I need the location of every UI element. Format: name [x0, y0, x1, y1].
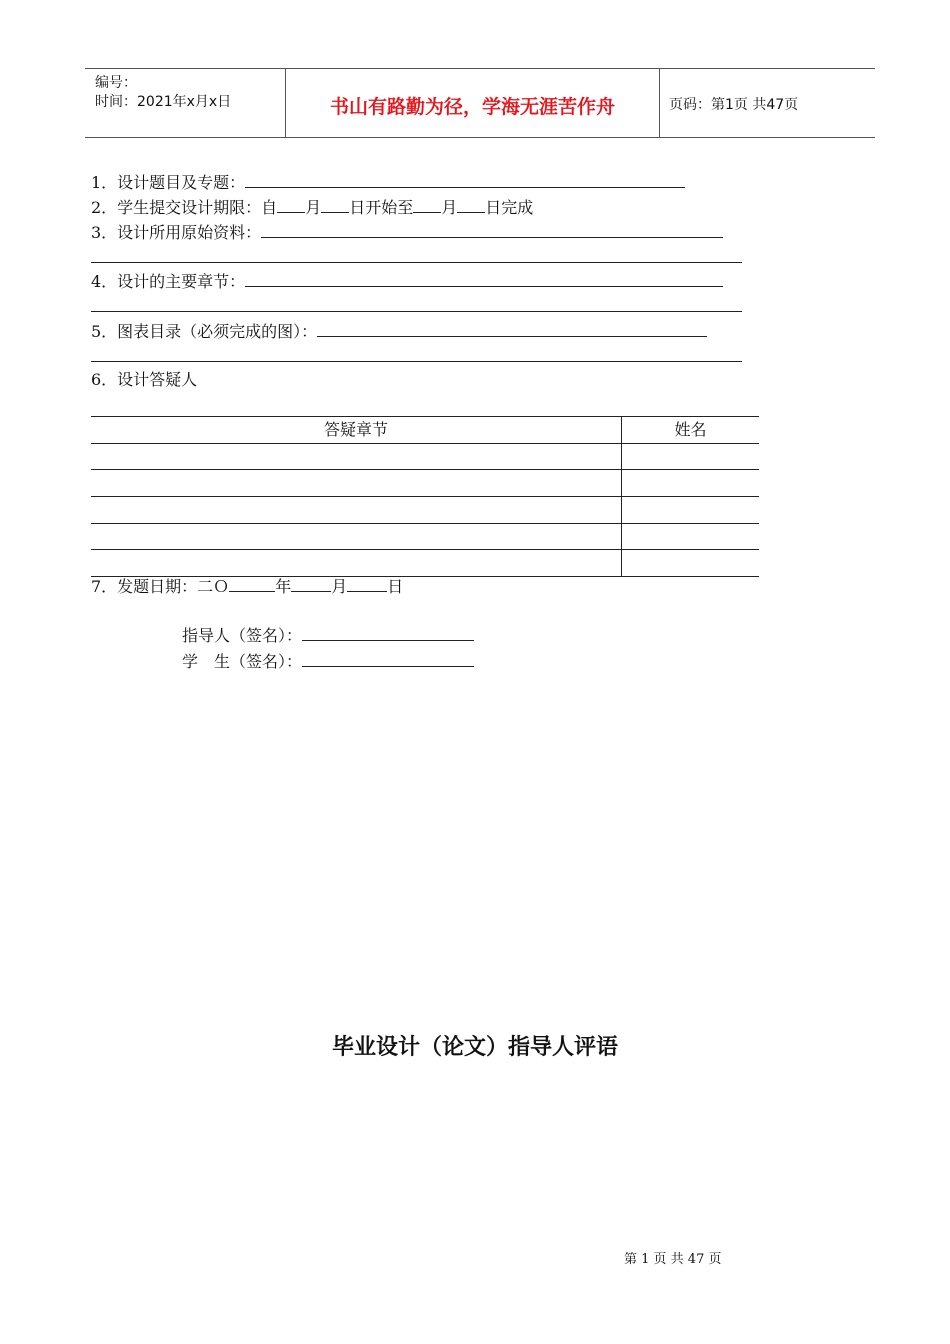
month-label: 月 [331, 577, 348, 596]
blank-line[interactable] [457, 196, 485, 213]
header-page-cell [659, 69, 875, 137]
name-cell[interactable] [622, 444, 759, 470]
signature-line[interactable] [302, 650, 474, 667]
form-item-materials [91, 221, 723, 243]
section-title: 毕业设计（论文）指导人评语 [331, 1035, 618, 1060]
item-label: 3．设计所用原始资料： [91, 223, 262, 242]
table-header-row [91, 416, 759, 444]
blank-line[interactable] [347, 575, 387, 592]
day-label: 日 [387, 577, 404, 596]
name-cell[interactable] [622, 524, 759, 550]
blank-line[interactable] [277, 196, 305, 213]
form-item-deadline [91, 196, 533, 218]
day-done-label: 日完成 [485, 198, 534, 217]
table-row [91, 497, 759, 524]
form-item-topic [91, 171, 685, 193]
chapter-cell[interactable] [91, 524, 622, 550]
signature-label: 学 生（签名）： [182, 652, 303, 671]
name-cell[interactable] [622, 550, 759, 576]
blank-line[interactable] [91, 262, 742, 263]
column-header-chapter: 答疑章节 [91, 417, 622, 443]
form-item-figures [91, 320, 707, 342]
form-item-issue-date [91, 575, 403, 597]
advisor-table [91, 416, 759, 577]
name-cell[interactable] [622, 470, 759, 496]
blank-line[interactable] [413, 196, 441, 213]
item-label: 7．发题日期：二Ｏ [91, 577, 230, 596]
table-row [91, 524, 759, 551]
motto: 书山有路勤为径，学海无涯苦作舟 [329, 96, 615, 118]
form-item-advisors [91, 370, 197, 390]
page-label: 页码：第1页 共47页 [669, 97, 799, 113]
page-footer: 第 1 页 共 47 页 [624, 1252, 722, 1267]
form-item-chapters [91, 270, 723, 292]
signature-line[interactable] [302, 624, 474, 641]
table-row [91, 444, 759, 471]
item-label: 4．设计的主要章节： [91, 272, 246, 291]
chapter-cell[interactable] [91, 497, 622, 523]
student-signature [182, 650, 474, 672]
blank-line[interactable] [245, 270, 723, 287]
chapter-cell[interactable] [91, 470, 622, 496]
month-label: 月 [305, 198, 322, 217]
month-label: 月 [441, 198, 458, 217]
day-start-label: 日开始至 [349, 198, 414, 217]
signature-label: 指导人（签名）： [182, 626, 303, 645]
column-header-name: 姓名 [674, 420, 707, 439]
document-header [85, 68, 875, 138]
year-label: 年 [275, 577, 292, 596]
name-cell[interactable] [622, 497, 759, 523]
blank-line[interactable] [291, 575, 331, 592]
blank-line[interactable] [91, 361, 742, 362]
number-label: 编号： [95, 75, 137, 91]
header-meta-cell [85, 69, 285, 137]
header-motto-cell [285, 69, 660, 137]
item-label: 6．设计答疑人 [91, 370, 198, 389]
blank-line[interactable] [91, 311, 742, 312]
item-label: 1．设计题目及专题： [91, 173, 246, 192]
blank-line[interactable] [229, 575, 275, 592]
chapter-cell[interactable] [91, 550, 622, 576]
chapter-cell[interactable] [91, 444, 622, 470]
blank-line[interactable] [245, 171, 685, 188]
table-row [91, 550, 759, 577]
time-label: 时间：2021年x月x日 [95, 94, 232, 110]
blank-line[interactable] [317, 320, 707, 337]
item-label: 5．图表目录（必须完成的图）： [91, 322, 318, 341]
blank-line[interactable] [321, 196, 349, 213]
advisor-signature [182, 624, 474, 646]
table-row [91, 470, 759, 497]
item-label: 2．学生提交设计期限：自 [91, 198, 278, 217]
blank-line[interactable] [261, 221, 723, 238]
